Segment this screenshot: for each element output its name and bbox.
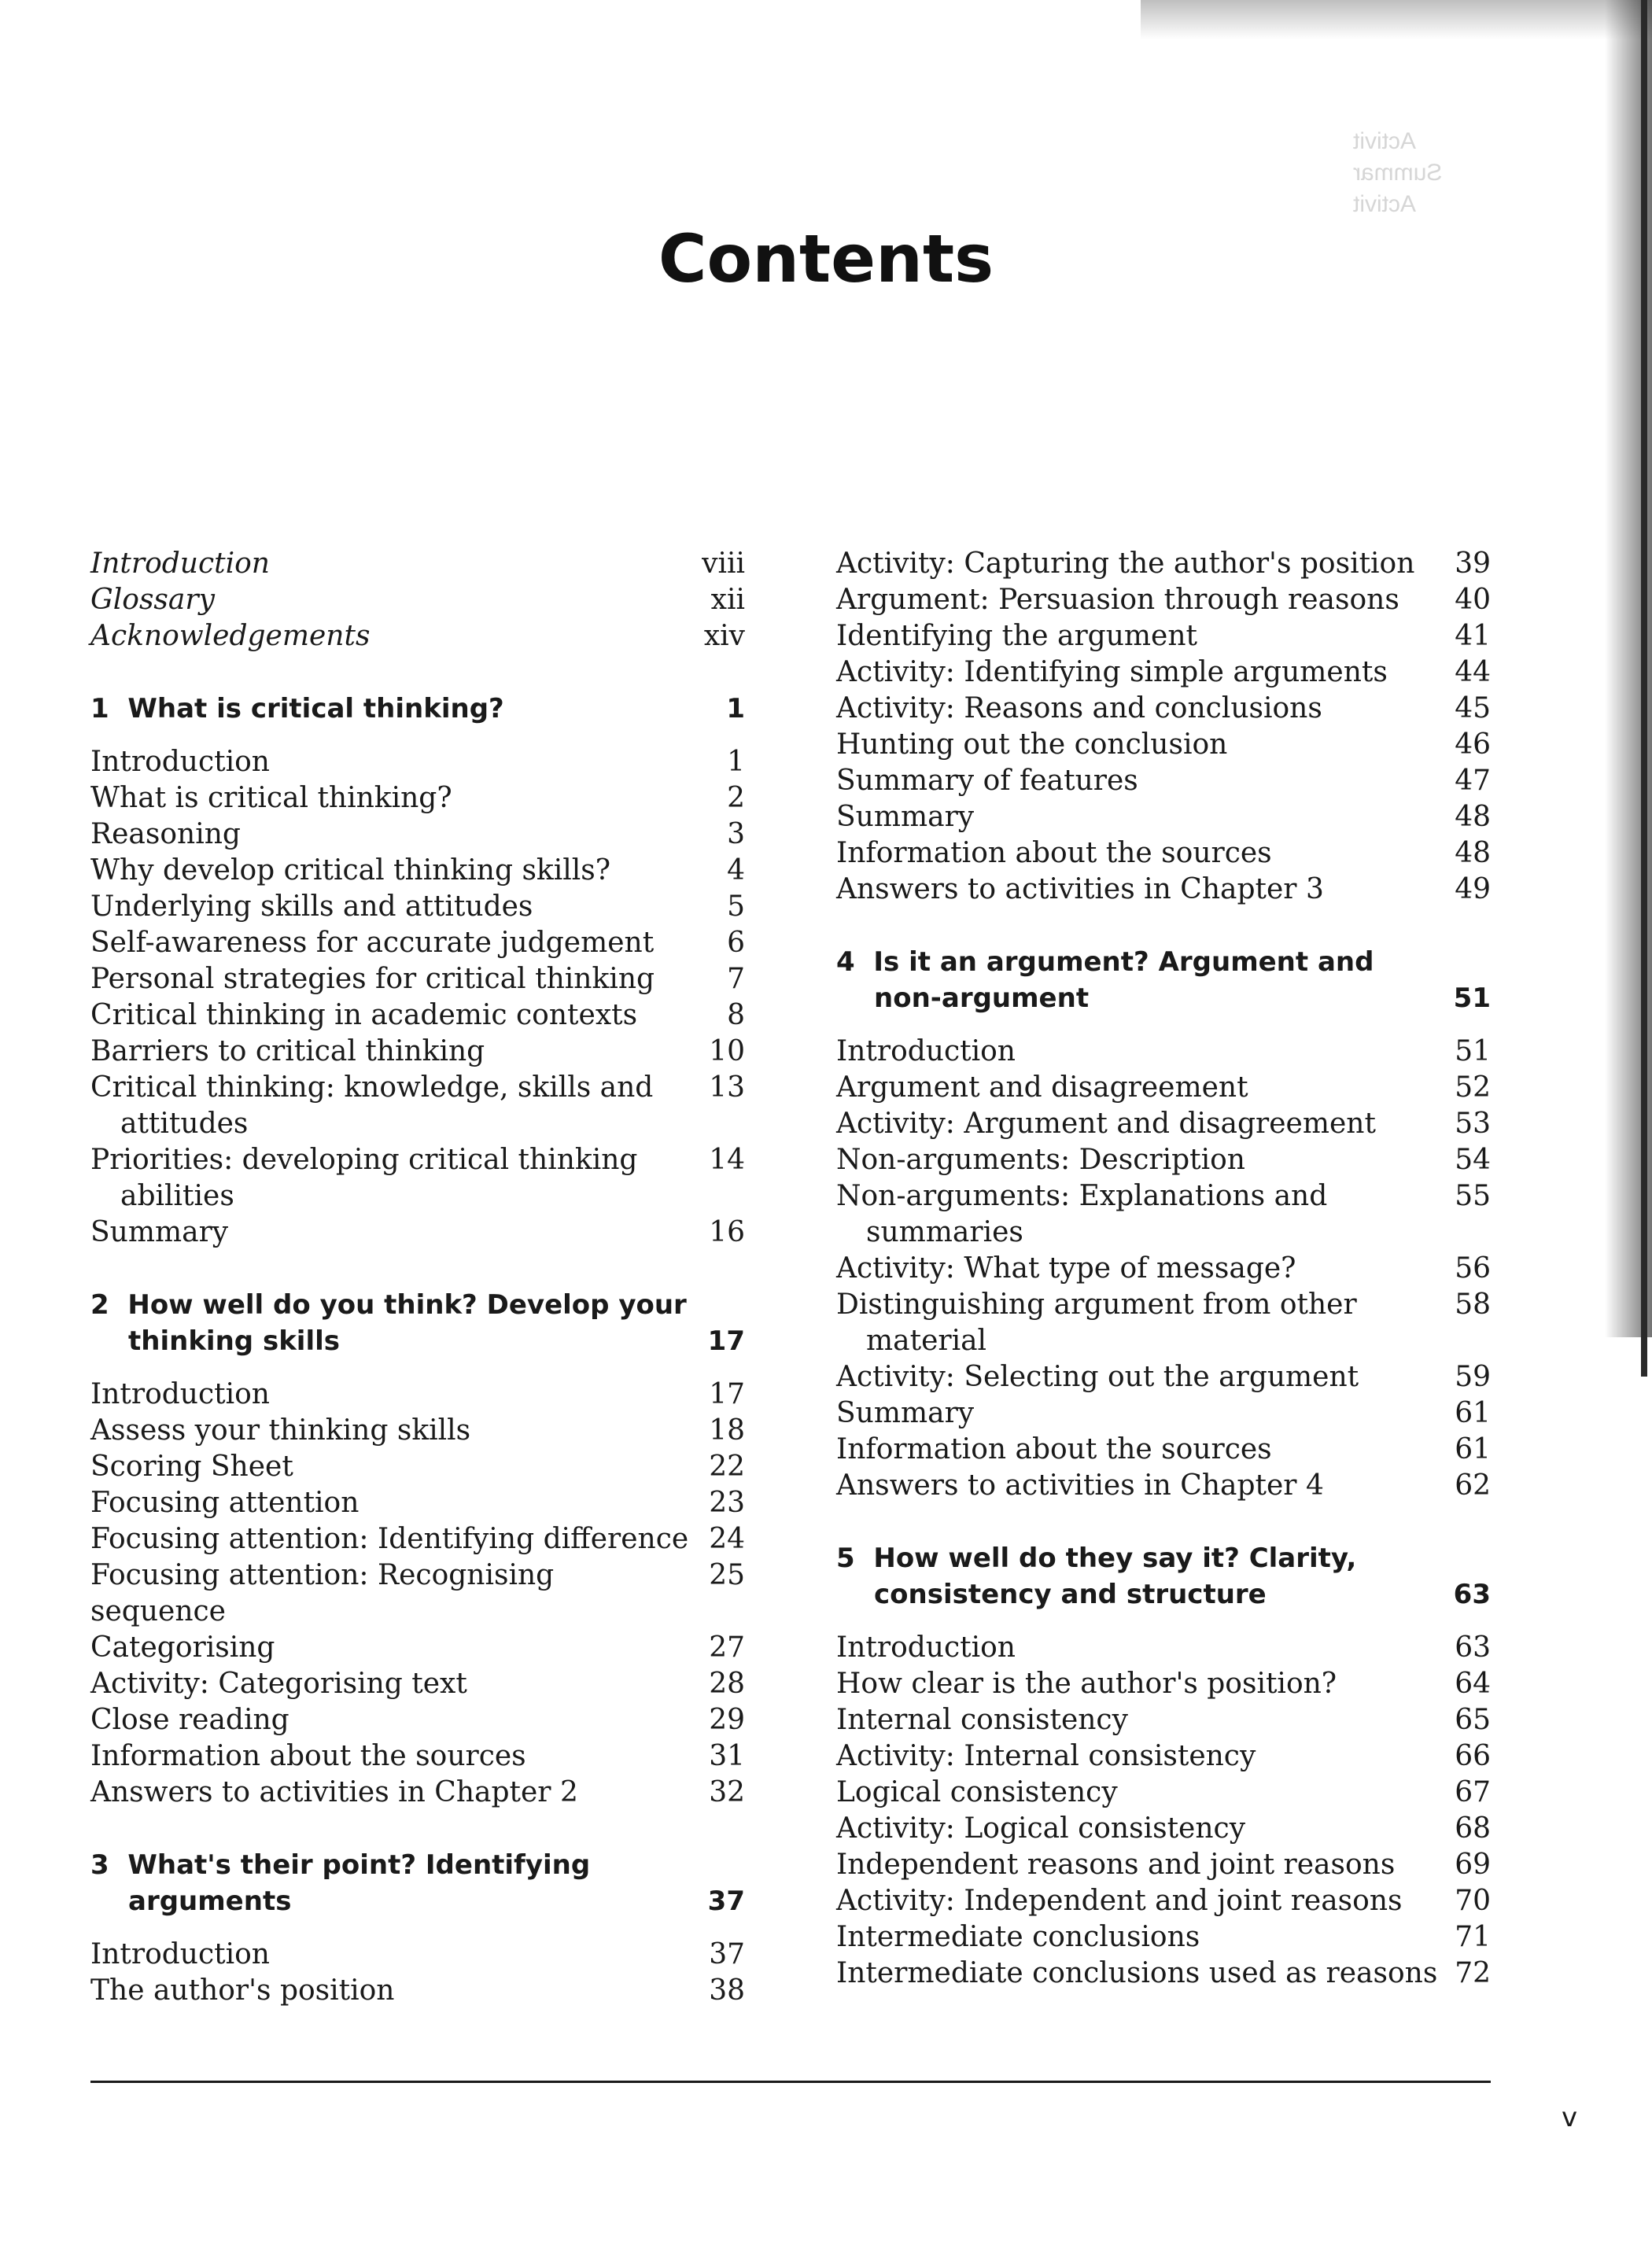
toc-entry[interactable]: Close reading 29: [90, 1704, 745, 1736]
bleed-through-text: Activit Summar Activit: [1353, 128, 1443, 217]
toc-entry[interactable]: Barriers to critical thinking 10: [90, 1035, 745, 1067]
toc-entry[interactable]: Activity: Argument and disagreement 53: [836, 1108, 1491, 1140]
toc-entry[interactable]: Introduction 37: [90, 1938, 745, 1970]
toc-right-column: [836, 546, 1491, 1992]
toc-entry[interactable]: Self-awareness for accurate judgement 6: [90, 927, 745, 959]
toc-entry[interactable]: Scoring Sheet 22: [90, 1451, 745, 1483]
toc-entry[interactable]: Why develop critical thinking skills? 4: [90, 854, 745, 887]
toc-entry[interactable]: Information about the sources 61: [836, 1433, 1491, 1465]
toc-entry[interactable]: Information about the sources 48: [836, 837, 1491, 869]
chapter-heading-2[interactable]: 2 How well do you think? Develop your thinking skills 17: [90, 1289, 745, 1357]
toc-entry[interactable]: Underlying skills and attitudes 5: [90, 890, 745, 923]
toc-entry[interactable]: Critical thinking in academic contexts 8: [90, 999, 745, 1031]
page-title: Contents: [658, 220, 994, 297]
toc-entry[interactable]: Information about the sources 31: [90, 1740, 745, 1772]
footer-rule: [90, 2081, 1491, 2083]
toc-entry[interactable]: Independent reasons and joint reasons 69: [836, 1849, 1491, 1881]
toc-entry[interactable]: Reasoning 3: [90, 818, 745, 850]
toc-entry[interactable]: Summary 16: [90, 1216, 745, 1248]
toc-entry[interactable]: Acknowledgements xiv: [90, 620, 745, 652]
toc-entry[interactable]: Summary 48: [836, 801, 1491, 833]
toc-entry[interactable]: How clear is the author's position? 64: [836, 1668, 1491, 1700]
toc-entry[interactable]: Non-arguments: Explanations and summaries 55: [836, 1180, 1491, 1248]
chapter-heading-4[interactable]: 4 Is it an argument? Argument and non-argument 51: [836, 946, 1491, 1014]
toc-entry[interactable]: Non-arguments: Description 54: [836, 1144, 1491, 1176]
toc-entry[interactable]: Activity: Reasons and conclusions 45: [836, 692, 1491, 724]
toc-entry[interactable]: Focusing attention: Identifying difference 24: [90, 1523, 745, 1555]
toc-entry[interactable]: Answers to activities in Chapter 2 32: [90, 1776, 745, 1808]
toc-entry[interactable]: Introduction 1: [90, 746, 745, 778]
toc-entry[interactable]: Activity: Logical consistency 68: [836, 1812, 1491, 1845]
toc-entry[interactable]: Focusing attention: Recognising sequence 25: [90, 1559, 745, 1628]
toc-entry[interactable]: Summary 61: [836, 1397, 1491, 1429]
scan-shadow-top: [1141, 0, 1652, 39]
toc-entry[interactable]: Introduction viii: [90, 547, 745, 580]
toc-entry[interactable]: Focusing attention 23: [90, 1487, 745, 1519]
toc-entry[interactable]: Logical consistency 67: [836, 1776, 1491, 1808]
toc-entry[interactable]: Introduction 51: [836, 1035, 1491, 1067]
toc-entry[interactable]: Argument: Persuasion through reasons 40: [836, 584, 1491, 616]
toc-entry[interactable]: Hunting out the conclusion 46: [836, 728, 1491, 761]
toc-left-column: [90, 546, 745, 2009]
toc-entry[interactable]: Activity: Identifying simple arguments 44: [836, 656, 1491, 688]
toc-entry[interactable]: Internal consistency 65: [836, 1704, 1491, 1736]
toc-entry[interactable]: Intermediate conclusions 71: [836, 1921, 1491, 1953]
toc-entry[interactable]: Introduction 63: [836, 1631, 1491, 1664]
chapter-heading-1[interactable]: 1 What is critical thinking? 1: [90, 693, 745, 724]
scan-page-edge: [1641, 0, 1647, 1377]
toc-entry[interactable]: Argument and disagreement 52: [836, 1071, 1491, 1104]
chapter-heading-5[interactable]: 5 How well do they say it? Clarity, consistency and structure 63: [836, 1543, 1491, 1610]
toc-entry[interactable]: Intermediate conclusions used as reasons 72: [836, 1957, 1491, 1989]
toc-entry[interactable]: What is critical thinking? 2: [90, 782, 745, 814]
toc-entry[interactable]: Answers to activities in Chapter 4 62: [836, 1469, 1491, 1502]
toc-entry[interactable]: Introduction 17: [90, 1378, 745, 1410]
toc-entry[interactable]: Distinguishing argument from other material 58: [836, 1288, 1491, 1357]
toc-entry[interactable]: Assess your thinking skills 18: [90, 1414, 745, 1447]
toc-entry[interactable]: Activity: What type of message? 56: [836, 1252, 1491, 1285]
toc-entry[interactable]: Personal strategies for critical thinking 7: [90, 963, 745, 995]
toc-entry[interactable]: Priorities: developing critical thinking abilities 14: [90, 1144, 745, 1212]
toc-entry[interactable]: The author's position 38: [90, 1974, 745, 2007]
chapter-heading-3[interactable]: 3 What's their point? Identifying arguments 37: [90, 1849, 745, 1917]
toc-entry[interactable]: Answers to activities in Chapter 3 49: [836, 873, 1491, 905]
toc-entry[interactable]: Summary of features 47: [836, 765, 1491, 797]
toc-entry[interactable]: Activity: Categorising text 28: [90, 1668, 745, 1700]
toc-entry[interactable]: Activity: Capturing the author's position 39: [836, 547, 1491, 580]
toc-entry[interactable]: Activity: Internal consistency 66: [836, 1740, 1491, 1772]
toc-entry[interactable]: Glossary xii: [90, 584, 745, 616]
toc-entry[interactable]: Categorising 27: [90, 1631, 745, 1664]
page-number: v: [1562, 2102, 1578, 2133]
toc-entry[interactable]: Activity: Independent and joint reasons 70: [836, 1885, 1491, 1917]
toc-entry[interactable]: Critical thinking: knowledge, skills and attitudes 13: [90, 1071, 745, 1140]
toc-entry[interactable]: Activity: Selecting out the argument 59: [836, 1361, 1491, 1393]
toc-entry[interactable]: Identifying the argument 41: [836, 620, 1491, 652]
